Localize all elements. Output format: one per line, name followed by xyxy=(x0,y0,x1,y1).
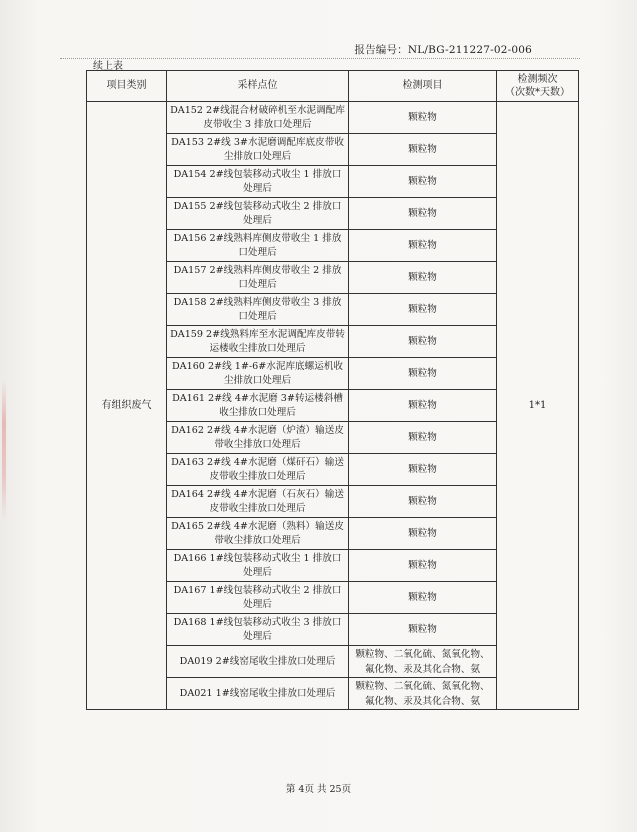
column-header-category: 项目类别 xyxy=(87,71,167,102)
sampling-point-cell: DA154 2#线包装移动式收尘 1 排放口处理后 xyxy=(167,166,349,198)
test-item-cell: 颗粒物 xyxy=(349,102,497,134)
sampling-point-cell: DA159 2#线熟料库至水泥调配库皮带转运楼收尘排放口处理后 xyxy=(167,326,349,358)
test-item-cell: 颗粒物 xyxy=(349,326,497,358)
column-header-sampling-point: 采样点位 xyxy=(167,71,349,102)
sampling-point-cell: DA152 2#线混合材破碎机至水泥调配库皮带收尘 3 排放口处理后 xyxy=(167,102,349,134)
test-item-cell: 颗粒物 xyxy=(349,198,497,230)
table-body xyxy=(87,102,579,710)
sampling-point-cell: DA165 2#线 4#水泥磨（熟料）输送皮带收尘排放口处理后 xyxy=(167,518,349,550)
table-row xyxy=(87,102,579,134)
sampling-point-cell: DA162 2#线 4#水泥磨（炉渣）输送皮带收尘排放口处理后 xyxy=(167,422,349,454)
sampling-point-cell: DA160 2#线 1#-6#水泥库底螺运机收尘排放口处理后 xyxy=(167,358,349,390)
test-item-cell: 颗粒物 xyxy=(349,486,497,518)
frequency-cell: 1*1 xyxy=(497,102,579,710)
sampling-point-cell: DA163 2#线 4#水泥磨（煤矸石）输送皮带收尘排放口处理后 xyxy=(167,454,349,486)
category-cell: 有组织废气 xyxy=(87,102,167,710)
sampling-point-cell: DA156 2#线熟料库侧皮带收尘 1 排放口处理后 xyxy=(167,230,349,262)
test-item-cell: 颗粒物 xyxy=(349,582,497,614)
sampling-point-cell: DA155 2#线包装移动式收尘 2 排放口处理后 xyxy=(167,198,349,230)
test-item-cell: 颗粒物 xyxy=(349,614,497,646)
sampling-point-cell: DA168 1#线包装移动式收尘 3 排放口处理后 xyxy=(167,614,349,646)
column-header-frequency xyxy=(497,71,579,102)
test-item-cell: 颗粒物 xyxy=(349,390,497,422)
test-item-cell: 颗粒物 xyxy=(349,294,497,326)
test-item-cell: 颗粒物 xyxy=(349,262,497,294)
sampling-point-cell: DA167 1#线包装移动式收尘 2 排放口处理后 xyxy=(167,582,349,614)
test-item-cell: 颗粒物 xyxy=(349,358,497,390)
frequency-header-text: 检测频次 （次数*天数） xyxy=(505,74,570,98)
test-item-cell: 颗粒物、二氧化硫、氮氧化物、氟化物、汞及其化合物、氨 xyxy=(349,646,497,678)
report-number: 报告编号：NL/BG-211227-02-006 xyxy=(354,44,532,56)
test-item-cell: 颗粒物 xyxy=(349,422,497,454)
page-number: 第 4页 共 25页 xyxy=(285,784,352,795)
sampling-point-cell: DA021 1#线窑尾收尘排放口处理后 xyxy=(167,678,349,710)
test-item-cell: 颗粒物 xyxy=(349,230,497,262)
seal-edge-mark xyxy=(2,380,6,520)
sampling-point-cell: DA164 2#线 4#水泥磨（石灰石）输送皮带收尘排放口处理后 xyxy=(167,486,349,518)
test-item-cell: 颗粒物 xyxy=(349,454,497,486)
continued-label: 续上表 xyxy=(93,61,123,72)
sampling-point-cell: DA019 2#线窑尾收尘排放口处理后 xyxy=(167,646,349,678)
test-item-cell: 颗粒物 xyxy=(349,166,497,198)
sampling-point-cell: DA161 2#线 4#水泥磨 3#转运楼斜槽收尘排放口处理后 xyxy=(167,390,349,422)
table-header-row xyxy=(87,71,579,102)
sampling-point-cell: DA158 2#线熟料库侧皮带收尘 3 排放口处理后 xyxy=(167,294,349,326)
sampling-point-cell: DA157 2#线熟料库侧皮带收尘 2 排放口处理后 xyxy=(167,262,349,294)
header-rule xyxy=(60,58,580,59)
test-item-cell: 颗粒物 xyxy=(349,550,497,582)
column-header-test-item: 检测项目 xyxy=(349,71,497,102)
test-item-cell: 颗粒物 xyxy=(349,518,497,550)
monitoring-table xyxy=(86,70,579,710)
test-item-cell: 颗粒物 xyxy=(349,134,497,166)
test-item-cell: 颗粒物、二氧化硫、氮氧化物、氟化物、汞及其化合物、氨 xyxy=(349,678,497,710)
sampling-point-cell: DA166 1#线包装移动式收尘 1 排放口处理后 xyxy=(167,550,349,582)
sampling-point-cell: DA153 2#线 3#水泥磨调配库底皮带收尘排放口处理后 xyxy=(167,134,349,166)
